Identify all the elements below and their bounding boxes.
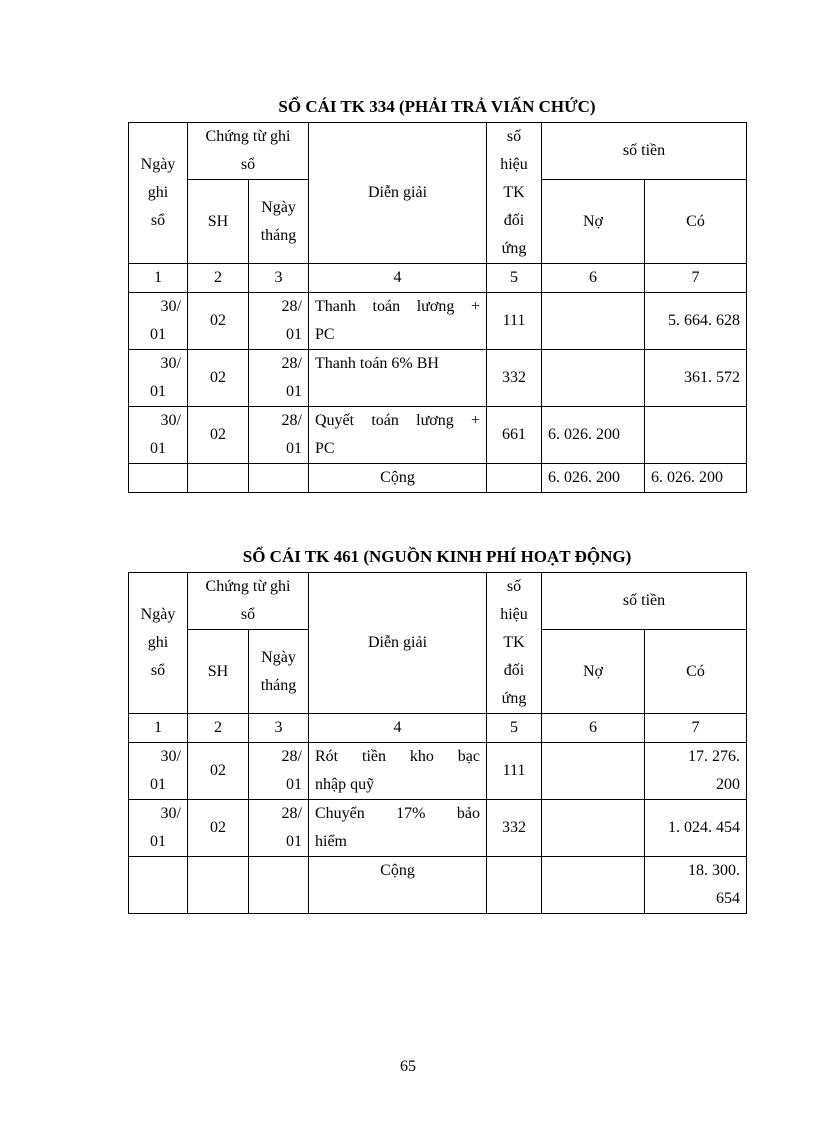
ledger-title: SỔ CÁI TK 334 (PHẢI TRẢ VIẤN CHỨC): [278, 97, 596, 116]
header-co: Có: [645, 180, 747, 264]
header-ngay-thang: [249, 630, 309, 714]
ledger-table: [128, 572, 747, 914]
column-number: 4: [309, 264, 487, 293]
total-co: 6. 026. 200: [645, 464, 747, 493]
cell-text: 28/: [281, 412, 302, 429]
cell-empty: [487, 464, 542, 493]
cell-day: [249, 293, 309, 350]
table-row: [129, 743, 747, 800]
header-text: sổ: [240, 606, 256, 623]
cell-day: [249, 800, 309, 857]
cell-description: [309, 743, 487, 800]
cell-account: 111: [487, 743, 542, 800]
cell-account: 661: [487, 407, 542, 464]
cell-text: 01: [150, 383, 166, 400]
cell-text: 30/: [160, 355, 181, 372]
cell-text: Rót tiền kho bạc: [315, 748, 480, 765]
header-text: ứng: [501, 690, 527, 707]
column-number: 6: [542, 264, 645, 293]
cell-no: [542, 293, 645, 350]
cell-co: 5. 664. 628: [645, 293, 747, 350]
cell-date: [129, 350, 188, 407]
cell-co: 361. 572: [645, 350, 747, 407]
header-no: Nợ: [542, 180, 645, 264]
header-sh: SH: [188, 630, 249, 714]
column-number: 2: [188, 264, 249, 293]
header-text: TK: [503, 634, 525, 651]
cell-text: Quyết toán lương +: [315, 412, 480, 429]
cell-text: hiểm: [315, 833, 347, 850]
header-text: Chứng từ ghi: [205, 578, 291, 595]
cell-text: 30/: [160, 748, 181, 765]
cell-sh: 02: [188, 407, 249, 464]
cell-text: Thanh toán lương +: [315, 298, 480, 315]
cell-text: 28/: [281, 298, 302, 315]
cell-description: [309, 293, 487, 350]
cell-empty: [487, 857, 542, 914]
cell-text: 01: [150, 326, 166, 343]
header-text: Ngày: [140, 606, 176, 623]
total-co: [645, 857, 747, 914]
header-text: ghi: [147, 634, 169, 651]
cell-co: 1. 024. 454: [645, 800, 747, 857]
cell-text: 28/: [281, 355, 302, 372]
cell-account: 111: [487, 293, 542, 350]
column-number: 7: [645, 264, 747, 293]
cell-text: Chuyển 17% bảo: [315, 805, 480, 822]
ledger-tk334: [128, 92, 746, 493]
table-row: [129, 407, 747, 464]
column-number: 7: [645, 714, 747, 743]
total-row: [129, 857, 747, 914]
header-ngay-thang: [249, 180, 309, 264]
header-text: Chứng từ ghi: [205, 128, 291, 145]
header-chung-tu: [188, 123, 309, 180]
total-no: 6. 026. 200: [542, 464, 645, 493]
table-row: [129, 350, 747, 407]
cell-text: nhập quỹ: [315, 776, 375, 793]
cell-no: [542, 743, 645, 800]
cell-text: 30/: [160, 412, 181, 429]
header-so-hieu: [487, 573, 542, 714]
cell-empty: [129, 464, 188, 493]
header-text: số: [506, 578, 522, 595]
header-ngay-ghi-so: [129, 123, 188, 264]
cell-sh: 02: [188, 800, 249, 857]
cell-date: [129, 407, 188, 464]
cell-description: [309, 800, 487, 857]
ledger-title: SỔ CÁI TK 461 (NGUỒN KINH PHÍ HOẠT ĐỘNG): [242, 547, 632, 566]
cell-date: [129, 293, 188, 350]
cell-co: [645, 407, 747, 464]
cell-text: 18. 300.: [688, 862, 740, 879]
cell-text: [315, 378, 480, 406]
header-dien-giai: Diễn giải: [309, 573, 487, 714]
column-number: 2: [188, 714, 249, 743]
header-text: đối: [503, 212, 525, 229]
header-so-hieu: [487, 123, 542, 264]
header-so-tien: số tiền: [542, 573, 747, 630]
cell-sh: 02: [188, 743, 249, 800]
header-text: ứng: [501, 240, 527, 257]
page-number: 65: [400, 1058, 416, 1075]
column-number: 3: [249, 264, 309, 293]
cell-text: 01: [286, 440, 302, 457]
cell-text: 01: [286, 776, 302, 793]
header-text: sổ: [150, 212, 166, 229]
header-dien-giai: Diễn giải: [309, 123, 487, 264]
cell-text: 28/: [281, 805, 302, 822]
header-sh: SH: [188, 180, 249, 264]
cell-empty: [129, 857, 188, 914]
cell-text: 30/: [160, 298, 181, 315]
cell-no: [542, 800, 645, 857]
header-text: Ngày: [261, 648, 296, 666]
column-number: 1: [129, 714, 188, 743]
column-number: 6: [542, 714, 645, 743]
column-number: 1: [129, 264, 188, 293]
header-text: sổ: [150, 662, 166, 679]
cell-text: 30/: [160, 805, 181, 822]
cell-day: [249, 350, 309, 407]
cell-day: [249, 407, 309, 464]
header-chung-tu: [188, 573, 309, 630]
cell-text: PC: [315, 440, 335, 457]
header-text: Ngày: [140, 156, 176, 173]
column-number-row: [129, 264, 747, 293]
header-text: hiệu: [500, 156, 528, 173]
header-text: ghi: [147, 184, 169, 201]
header-text: TK: [503, 184, 525, 201]
cell-co: [645, 743, 747, 800]
table-row: [129, 293, 747, 350]
cell-text: 01: [150, 776, 166, 793]
cell-text: 17. 276.: [688, 748, 740, 765]
header-text: tháng: [260, 676, 297, 694]
cell-text: 01: [286, 326, 302, 343]
total-label: Cộng: [309, 464, 487, 493]
header-text: đối: [503, 662, 525, 679]
total-no: [542, 857, 645, 914]
header-no: Nợ: [542, 630, 645, 714]
header-text: tháng: [260, 226, 297, 244]
cell-empty: [188, 857, 249, 914]
header-text: Ngày: [261, 198, 296, 216]
header-text: sổ: [240, 156, 256, 173]
table-row: [129, 800, 747, 857]
header-text: hiệu: [500, 606, 528, 623]
cell-text: PC: [315, 326, 335, 343]
cell-text: 01: [150, 440, 166, 457]
ledger-table: [128, 122, 747, 493]
total-row: [129, 464, 747, 493]
cell-account: 332: [487, 350, 542, 407]
cell-text: 654: [716, 890, 740, 907]
cell-date: [129, 800, 188, 857]
cell-empty: [188, 464, 249, 493]
column-number: 3: [249, 714, 309, 743]
cell-date: [129, 743, 188, 800]
column-number: 5: [487, 714, 542, 743]
column-number: 4: [309, 714, 487, 743]
header-so-tien: số tiền: [542, 123, 747, 180]
cell-text: 28/: [281, 748, 302, 765]
cell-text: 200: [716, 776, 740, 793]
cell-day: [249, 743, 309, 800]
column-number-row: [129, 714, 747, 743]
cell-no: [542, 350, 645, 407]
column-number: 5: [487, 264, 542, 293]
header-text: số: [506, 128, 522, 145]
cell-text: Thanh toán 6% BH: [315, 355, 439, 372]
cell-description: [309, 407, 487, 464]
total-label: Cộng: [309, 857, 487, 914]
cell-account: 332: [487, 800, 542, 857]
cell-sh: 02: [188, 350, 249, 407]
ledger-tk461: [128, 542, 746, 914]
cell-empty: [249, 857, 309, 914]
cell-no: 6. 026. 200: [542, 407, 645, 464]
cell-text: 01: [150, 833, 166, 850]
cell-description: [309, 350, 487, 407]
header-ngay-ghi-so: [129, 573, 188, 714]
cell-text: 01: [286, 383, 302, 400]
cell-sh: 02: [188, 293, 249, 350]
cell-empty: [249, 464, 309, 493]
header-co: Có: [645, 630, 747, 714]
cell-text: 01: [286, 833, 302, 850]
